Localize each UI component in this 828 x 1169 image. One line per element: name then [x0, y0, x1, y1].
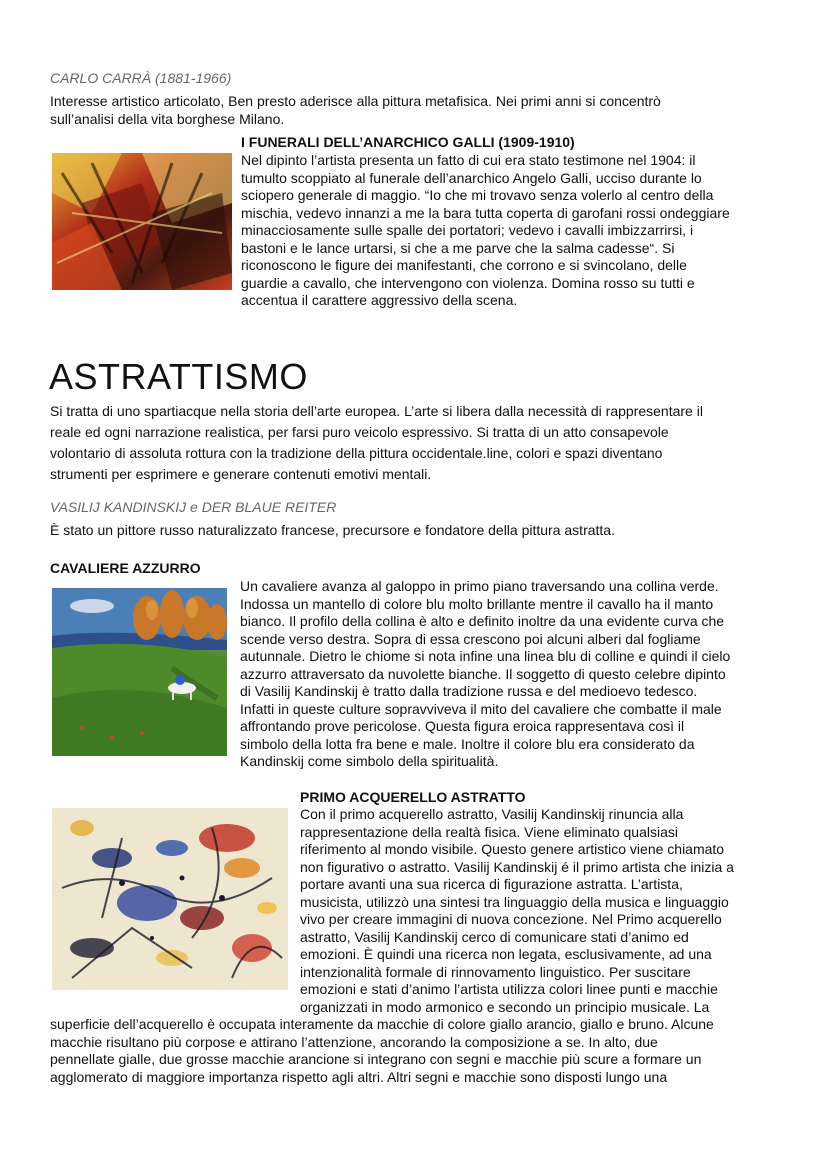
painting-cavaliere-azzurro [52, 588, 227, 756]
text-line: riconoscono le figure dei manifestanti, che corrono e si svincolano, delle [241, 257, 687, 273]
text-line: mischia, vedevo innanzi a me la bara tutta coperta di garofani rossi ondeggiare [241, 204, 730, 221]
text-line: macchie risultano più corpose e attirano l’attenzione, ancorando la composizione a se. In alto, due [50, 1033, 658, 1050]
text-line: Indossa un mantello di colore blu molto brillante mentre il cavallo ha il manto [240, 595, 714, 612]
work-title-primo-acquerello: PRIMO ACQUERELLO ASTRATTO [300, 789, 526, 805]
text-line: intenzionalità formale di rinnovamento linguistico. Per suscitare [300, 963, 691, 980]
author-heading-carra: CARLO CARRÀ (1881-1966) [50, 70, 232, 86]
author-heading-kandinskij: VASILIJ KANDINSKIJ e DER BLAUE REITER [50, 499, 337, 515]
text-line: affrontando prove pericolose. Questa figura eroica rappresentava così il [240, 718, 685, 734]
text-line: strumenti per esprimere e generare contenuti emotivi mentali. [50, 466, 432, 482]
astrattismo-description [50, 401, 703, 485]
work-title-funerali: I FUNERALI DELL’ANARCHICO GALLI (1909-1910) [241, 134, 575, 150]
acquerello-description-full [50, 1016, 714, 1086]
text-line: portare avanti una sua ricerca di figurazione astratta. L’artista, [300, 876, 683, 892]
text-line: musicista, utilizzò una sintesi tra linguaggio della musica e linguaggio [300, 893, 729, 910]
text-line: emozioni. È quindi una ricerca non legata, esclusivamente, ad una [300, 946, 712, 962]
kandinskij-intro: È stato un pittore russo naturalizzato francese, precursore e fondatore della pittura astratta. [50, 522, 615, 538]
work-title-cavaliere-azzurro: CAVALIERE AZZURRO [50, 560, 201, 576]
carra-intro-line-1: Interesse artistico articolato, Ben presto aderisce alla pittura metafisica. Nei primi anni si concentrò [50, 93, 661, 109]
text-line: Si tratta di uno spartiacque nella storia dell’arte europea. L’arte si libera dalla necessità di rappresentare il [50, 403, 703, 419]
painting-funerali-anarchico-galli [52, 153, 232, 290]
cavaliere-description [240, 578, 730, 771]
text-line: rappresentazione della realtà fisica. Viene eliminato qualsiasi [300, 823, 678, 840]
acquerello-description-narrow [300, 806, 734, 1016]
painting-primo-acquerello-astratto [52, 808, 288, 990]
text-line: agglomerato di maggiore importanza rispetto agli altri. Altri segni e macchie sono disposti lungo una [50, 1068, 668, 1085]
text-line: guardie a cavallo, che intervengono con violenza. Domina rosso su tutti e [241, 274, 695, 291]
text-line: organizzati in modo armonico e secondo un principio musicale. La [300, 998, 710, 1015]
text-line: bastoni e le lance urtarsi, si che a me parve che la salma cadesse“. Si [241, 239, 675, 256]
text-line: autunnale. Dietro le chiome si nota infine una linea blu di colline e quindi il cielo [240, 648, 731, 664]
text-line: Kandinskij come simbolo della spiritualità. [240, 753, 499, 769]
text-line: Con il primo acquerello astratto, Vasilij Kandinskij rinuncia alla [300, 806, 684, 822]
text-line: accentua il carattere aggressivo della scena. [241, 292, 518, 308]
text-line: scende verso destra. Sopra di essa crescono poi alcuni alberi dal fogliame [240, 630, 701, 647]
text-line: non figurativo o astratto. Vasilij Kandinskij é il primo artista che inizia a [300, 858, 734, 875]
text-line: astratto, Vasilij Kandinskij cerco di comunicare stati d’animo ed [300, 928, 689, 945]
text-line: azzurro attraversato da nuvolette bianche. Il soggetto di questo celebre dipinto [240, 665, 726, 682]
text-line: Nel dipinto l’artista presenta un fatto di cui era stato testimone nel 1904: il [241, 152, 696, 168]
section-heading-astrattismo: ASTRATTISMO [49, 356, 308, 397]
text-line: superficie dell’acquerello è occupata interamente da macchie di colore giallo arancio, giallo e bruno. Alcune [50, 1016, 714, 1032]
text-line: di Vasilij Kandinskij è tratto dalla tradizione russa e del medioevo tedesco. [240, 683, 698, 699]
text-line: tumulto scoppiato al funerale dell’anarchico Angelo Galli, ucciso durante lo [241, 169, 702, 186]
carra-intro-line-2: sull’analisi della vita borghese Milano. [50, 111, 285, 127]
text-line: riferimento al mondo visibile. Questo genere artistico viene chiamato [300, 841, 725, 857]
text-line: minacciosamente sulle spalle dei portatori; vedevo i cavalli imbizzarrirsi, i [241, 222, 694, 238]
text-line: volontario di assoluta rottura con la tradizione della pittura occidentale.line, colori e spazi diventano [50, 445, 663, 461]
text-line: sciopero generale di maggio. “Io che mi trovavo senza volerlo al centro della [241, 187, 714, 203]
text-line: Un cavaliere avanza al galoppo in primo piano traversando una collina verde. [240, 578, 719, 594]
text-line: pennellate gialle, due grosse macchie arancione si integrano con segni e macchie più scure a formare un [50, 1051, 702, 1067]
text-line: Infatti in queste culture sopravviveva il mito del cavaliere che combatte il male [240, 700, 722, 717]
text-line: simbolo della lotta fra bene e male. Inoltre il colore blu era considerato da [240, 735, 695, 752]
text-line: emozioni e stati d’animo l’artista utilizza colori linee punti e macchie [300, 981, 718, 997]
text-line: bianco. Il profilo della collina è alto e definito inoltre da una evidente curva che [240, 613, 725, 629]
text-line: reale ed ogni narrazione realistica, per farsi puro veicolo espressivo. Si tratta di un atto consapevole [50, 424, 669, 440]
funerali-description [241, 152, 730, 310]
text-line: vivo per creare immagini di nuova concezione. Nel Primo acquerello [300, 911, 722, 927]
